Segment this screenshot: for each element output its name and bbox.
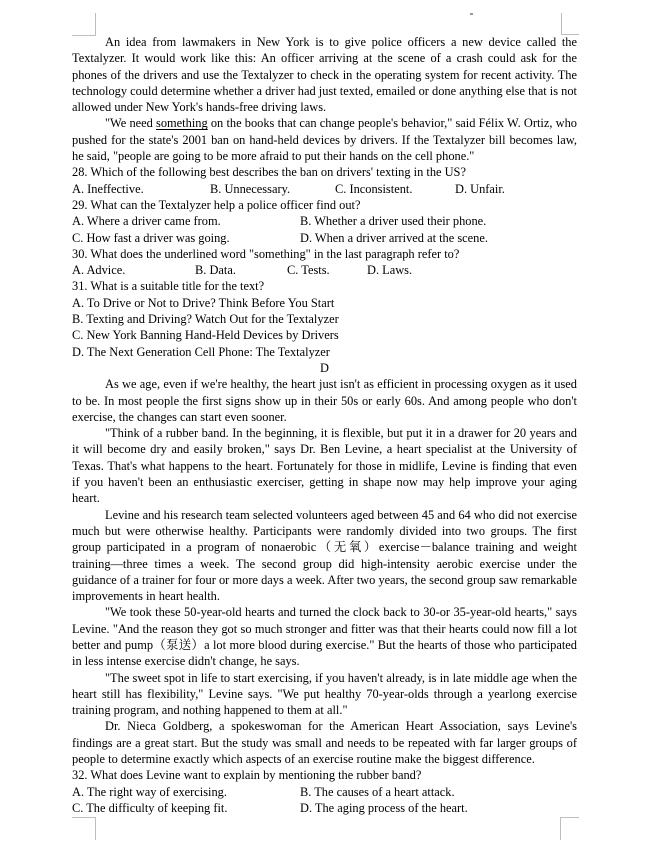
scan-speck [470, 13, 473, 15]
question-28-stem: 28. Which of the following best describes the ban on drivers' texting in the US? [72, 165, 466, 180]
question-30-stem: 30. What does the underlined word "something" in the last paragraph refer to? [72, 246, 460, 261]
passage-c-paragraph-1: An idea from lawmakers in New York is to give police officers a new device called the Textalyzer. It would work like this: An officer arriving at the scene of a crash could ask for the phones of the drivers and use the Textalyzer to check in the operating system for recent activity. The technology could determine whether a driver had just texted, emailed or done anything else that is not allowed under New York's hands-free driving laws. [72, 35, 577, 115]
question-32-option-a: A. The right way of exercising. [72, 784, 227, 799]
crop-mark-top-right [561, 13, 579, 35]
question-32-options-row-1 [72, 784, 577, 800]
question-30-option-b: B. Data. [195, 263, 236, 278]
section-d-heading: D [320, 360, 329, 375]
page-content [72, 34, 577, 816]
question-29-options-row-1 [72, 213, 577, 229]
question-32-options-row-2 [72, 800, 577, 816]
question-32-option-b: B. The causes of a heart attack. [300, 784, 455, 799]
question-28-option-b: B. Unnecessary. [210, 181, 291, 196]
underlined-word-something: something [156, 116, 208, 131]
question-30-option-d: D. Laws. [367, 263, 413, 278]
question-32-stem: 32. What does Levine want to explain by mentioning the rubber band? [72, 768, 422, 783]
question-31-option-b: B. Texting and Driving? Watch Out for the Textalyzer [72, 312, 339, 327]
question-28-option-d: D. Unfair. [455, 181, 505, 196]
passage-d-paragraph-6: Dr. Nieca Goldberg, a spokeswoman for the American Heart Association, says Levine's findings are a great start. But the study was small and needs to be repeated with far larger groups of people to determine exactly which aspects of an exercise routine make the biggest difference. [72, 719, 577, 767]
question-31-stem: 31. What is a suitable title for the text? [72, 279, 265, 294]
question-32-option-c: C. The difficulty of keeping fit. [72, 800, 228, 815]
question-30-option-a: A. Advice. [72, 263, 126, 278]
question-32-option-d: D. The aging process of the heart. [300, 800, 468, 815]
question-31-option-c: C. New York Banning Hand-Held Devices by Drivers [72, 328, 339, 343]
question-28-options [72, 181, 577, 197]
passage-d-paragraph-3: Levine and his research team selected volunteers aged between 45 and 64 who did not exercise much but were otherwise healthy. Participants were randomly divided into two groups. The first group participated in a program of nonaerobic（无氧）exercise－balance training and weight training—three times a week. The second group did high-intensity aerobic exercise under the guidance of a trainer for four or more days a week. After two years, the second group saw remarkable improvements in heart health. [72, 507, 577, 604]
crop-mark-bottom-left [72, 817, 96, 840]
question-30-option-c: C. Tests. [287, 263, 330, 278]
passage-d-paragraph-5: "The sweet spot in life to start exercising, if you haven't already, is in late middle age when the heart still has flexibility," Levine says. "We put healthy 70-year-olds through a yearlong exercise training program, and nothing happened to them at all." [72, 670, 577, 718]
question-31-option-d: D. The Next Generation Cell Phone: The Textalyzer [72, 344, 330, 359]
passage-c-paragraph-2-lead: "We need [105, 116, 157, 131]
question-29-option-b: B. Whether a driver used their phone. [300, 214, 487, 229]
question-31-option-a: A. To Drive or Not to Drive? Think Before You Start [72, 295, 335, 310]
question-29-option-a: A. Where a driver came from. [72, 214, 221, 229]
question-29-options-row-2 [72, 230, 577, 246]
question-29-stem: 29. What can the Textalyzer help a police officer find out? [72, 197, 361, 212]
question-29-option-c: C. How fast a driver was going. [72, 230, 230, 245]
question-28-option-a: A. Ineffective. [72, 181, 144, 196]
passage-c-paragraph-2 [72, 115, 577, 164]
passage-c-paragraph-2-rest: on the books that can change people's behavior," said Félix W. Ortiz, who pushed for the state's 2001 ban on hand-held devices by drivers. If the Textalyzer bill becomes law, he said, "people are going to be more afraid to put their hands on the cell phone." [72, 116, 577, 164]
passage-d-paragraph-2: "Think of a rubber band. In the beginning, it is flexible, but put it in a drawer for 20 years and it will become dry and easily broken," says Dr. Ben Levine, a heart specialist at the University of Texas. That's what happens to the heart. Fortunately for those in midlife, Levine is finding that even if you haven't been an enthusiastic exerciser, getting in shape now may help improve your aging heart. [72, 426, 577, 506]
crop-mark-bottom-right [560, 817, 579, 840]
passage-d-paragraph-1: As we age, even if we're healthy, the heart just isn't as efficient in processing oxygen as it used to be. In most people the first signs show up in their 50s or early 60s. And among people who don't exercise, the changes can start even sooner. [72, 377, 577, 424]
question-30-options [72, 262, 577, 278]
question-28-option-c: C. Inconsistent. [335, 181, 413, 196]
passage-d-paragraph-4: "We took these 50-year-old hearts and turned the clock back to 30-or 35-year-old hearts," says Levine. "And the reason they got so much stronger and fitter was that their hearts could now fill a lot better and pump（泵送）a lot more blood during exercise." But the hearts of those who participated in less intense exercise didn't change, he says. [72, 605, 577, 669]
crop-mark-top-left [72, 13, 96, 36]
question-29-option-d: D. When a driver arrived at the scene. [300, 230, 488, 245]
